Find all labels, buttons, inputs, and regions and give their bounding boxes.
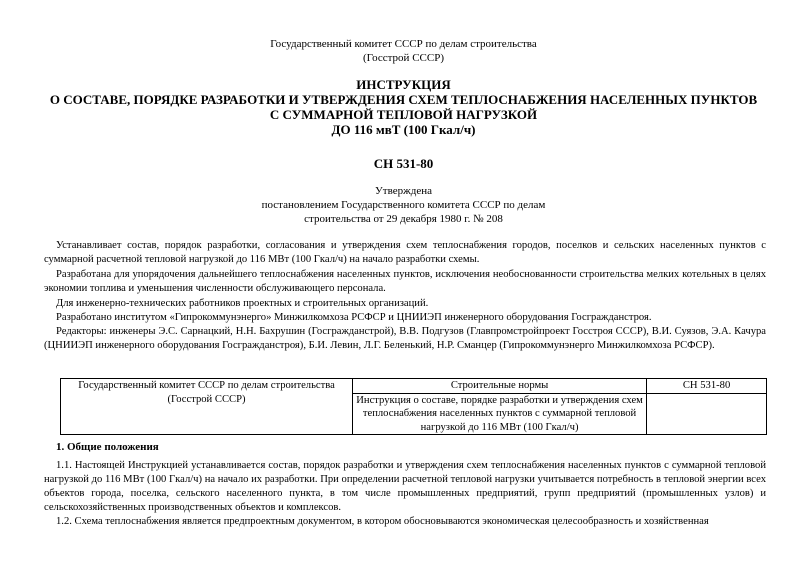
intro-paragraph: Редакторы: инженеры Э.С. Сарнацкий, Н.Н. Бахрушин (Госгражданстрой), В.В. Подгузов (Главпромстройпроект Госстроя СССР), В.И. Суязов, Э.А. Качура (ЦНИИЭП инженерного оборудования Госгражданстроя), Б.И. Левин, Л.Г. Беленький, Н.Р. Сманцер (Гипрокоммунэнерго Минжилкомхоза РСФСР). [44, 326, 766, 351]
title-line-2: О СОСТАВЕ, ПОРЯДКЕ РАЗРАБОТКИ И УТВЕРЖДЕНИЯ СХЕМ ТЕПЛОСНАБЖЕНИЯ НАСЕЛЕННЫХ ПУНКТОВ [49, 92, 758, 107]
title-line-3: С СУММАРНОЙ ТЕПЛОВОЙ НАГРУЗКОЙ [269, 107, 538, 122]
approval-line-3: строительства от 29 декабря 1980 г. № 208 [304, 213, 503, 225]
intro-paragraph: Разработано институтом «Гипрокоммунэнерго» Минжилкомхоза РСФСР и ЦНИИЭП инженерного оборудования Госгражданстроя. [56, 312, 652, 323]
document-code: СН 531-80 [373, 156, 434, 171]
section-paragraph: 1.2. Схема теплоснабжения является предпроектным документом, в котором обосновываются экономическая целесообразность и хозяйственная [56, 516, 709, 527]
intro-paragraph: Для инженерно-технических работников проектных и строительных организаций. [56, 298, 429, 309]
section-heading: 1. Общие положения [56, 441, 159, 453]
issuing-organization-cell: Государственный комитет СССР по делам строительства (Госстрой СССР) [61, 379, 353, 435]
intro-paragraph: Устанавливает состав, порядок разработки, согласования и утверждения схем теплоснабжения городов, поселков и сельских населенных пунктов с суммарной расчетной тепловой нагрузкой до 116 МВт (100 Гкал/ч) на начало разработки схемы. [44, 240, 766, 265]
issuer-line-1: Государственный комитет СССР по делам строительства [270, 38, 537, 50]
norm-code-cell: СН 531-80 [647, 379, 767, 394]
document-info-table [60, 378, 767, 435]
document-title-cell: Инструкция о составе, порядке разработки и утверждения схем теплоснабжения населенных пунктов с суммарной тепловой нагрузкой до 116 МВт (100 Гкал/ч) [353, 393, 647, 435]
norm-type-cell: Строительные нормы [353, 379, 647, 394]
title-line-1: ИНСТРУКЦИЯ [356, 77, 451, 92]
issuer-line-2: (Госстрой СССР) [363, 52, 444, 64]
section-paragraph: 1.1. Настоящей Инструкцией устанавливается состав, порядок разработки и утверждения схем теплоснабжения населенных пунктов с суммарной тепловой нагрузкой до 116 МВт (100 Гкал/ч) на начало их разработки. При определении расчетной тепловой нагрузки учитывается потребность в тепловой энергии всех объектов города, поселка, сельского населенного пункта, в том числе промышленных предприятий, групп предприятий (промышленных узлов) и сельскохозяйственных производственных объектов и комплексов. [44, 460, 766, 513]
title-line-4: ДО 116 мвТ (100 Гкал/ч) [331, 122, 476, 137]
intro-paragraph: Разработана для упорядочения дальнейшего теплоснабжения населенных пунктов, исключения необоснованности строительства мелких котельных в целях экономии топлива и уменьшения численности обслуживающего персонала. [44, 269, 766, 294]
empty-cell [647, 393, 767, 435]
approval-line-1: Утверждена [375, 185, 432, 197]
approval-line-2: постановлением Государственного комитета СССР по делам [261, 199, 546, 211]
